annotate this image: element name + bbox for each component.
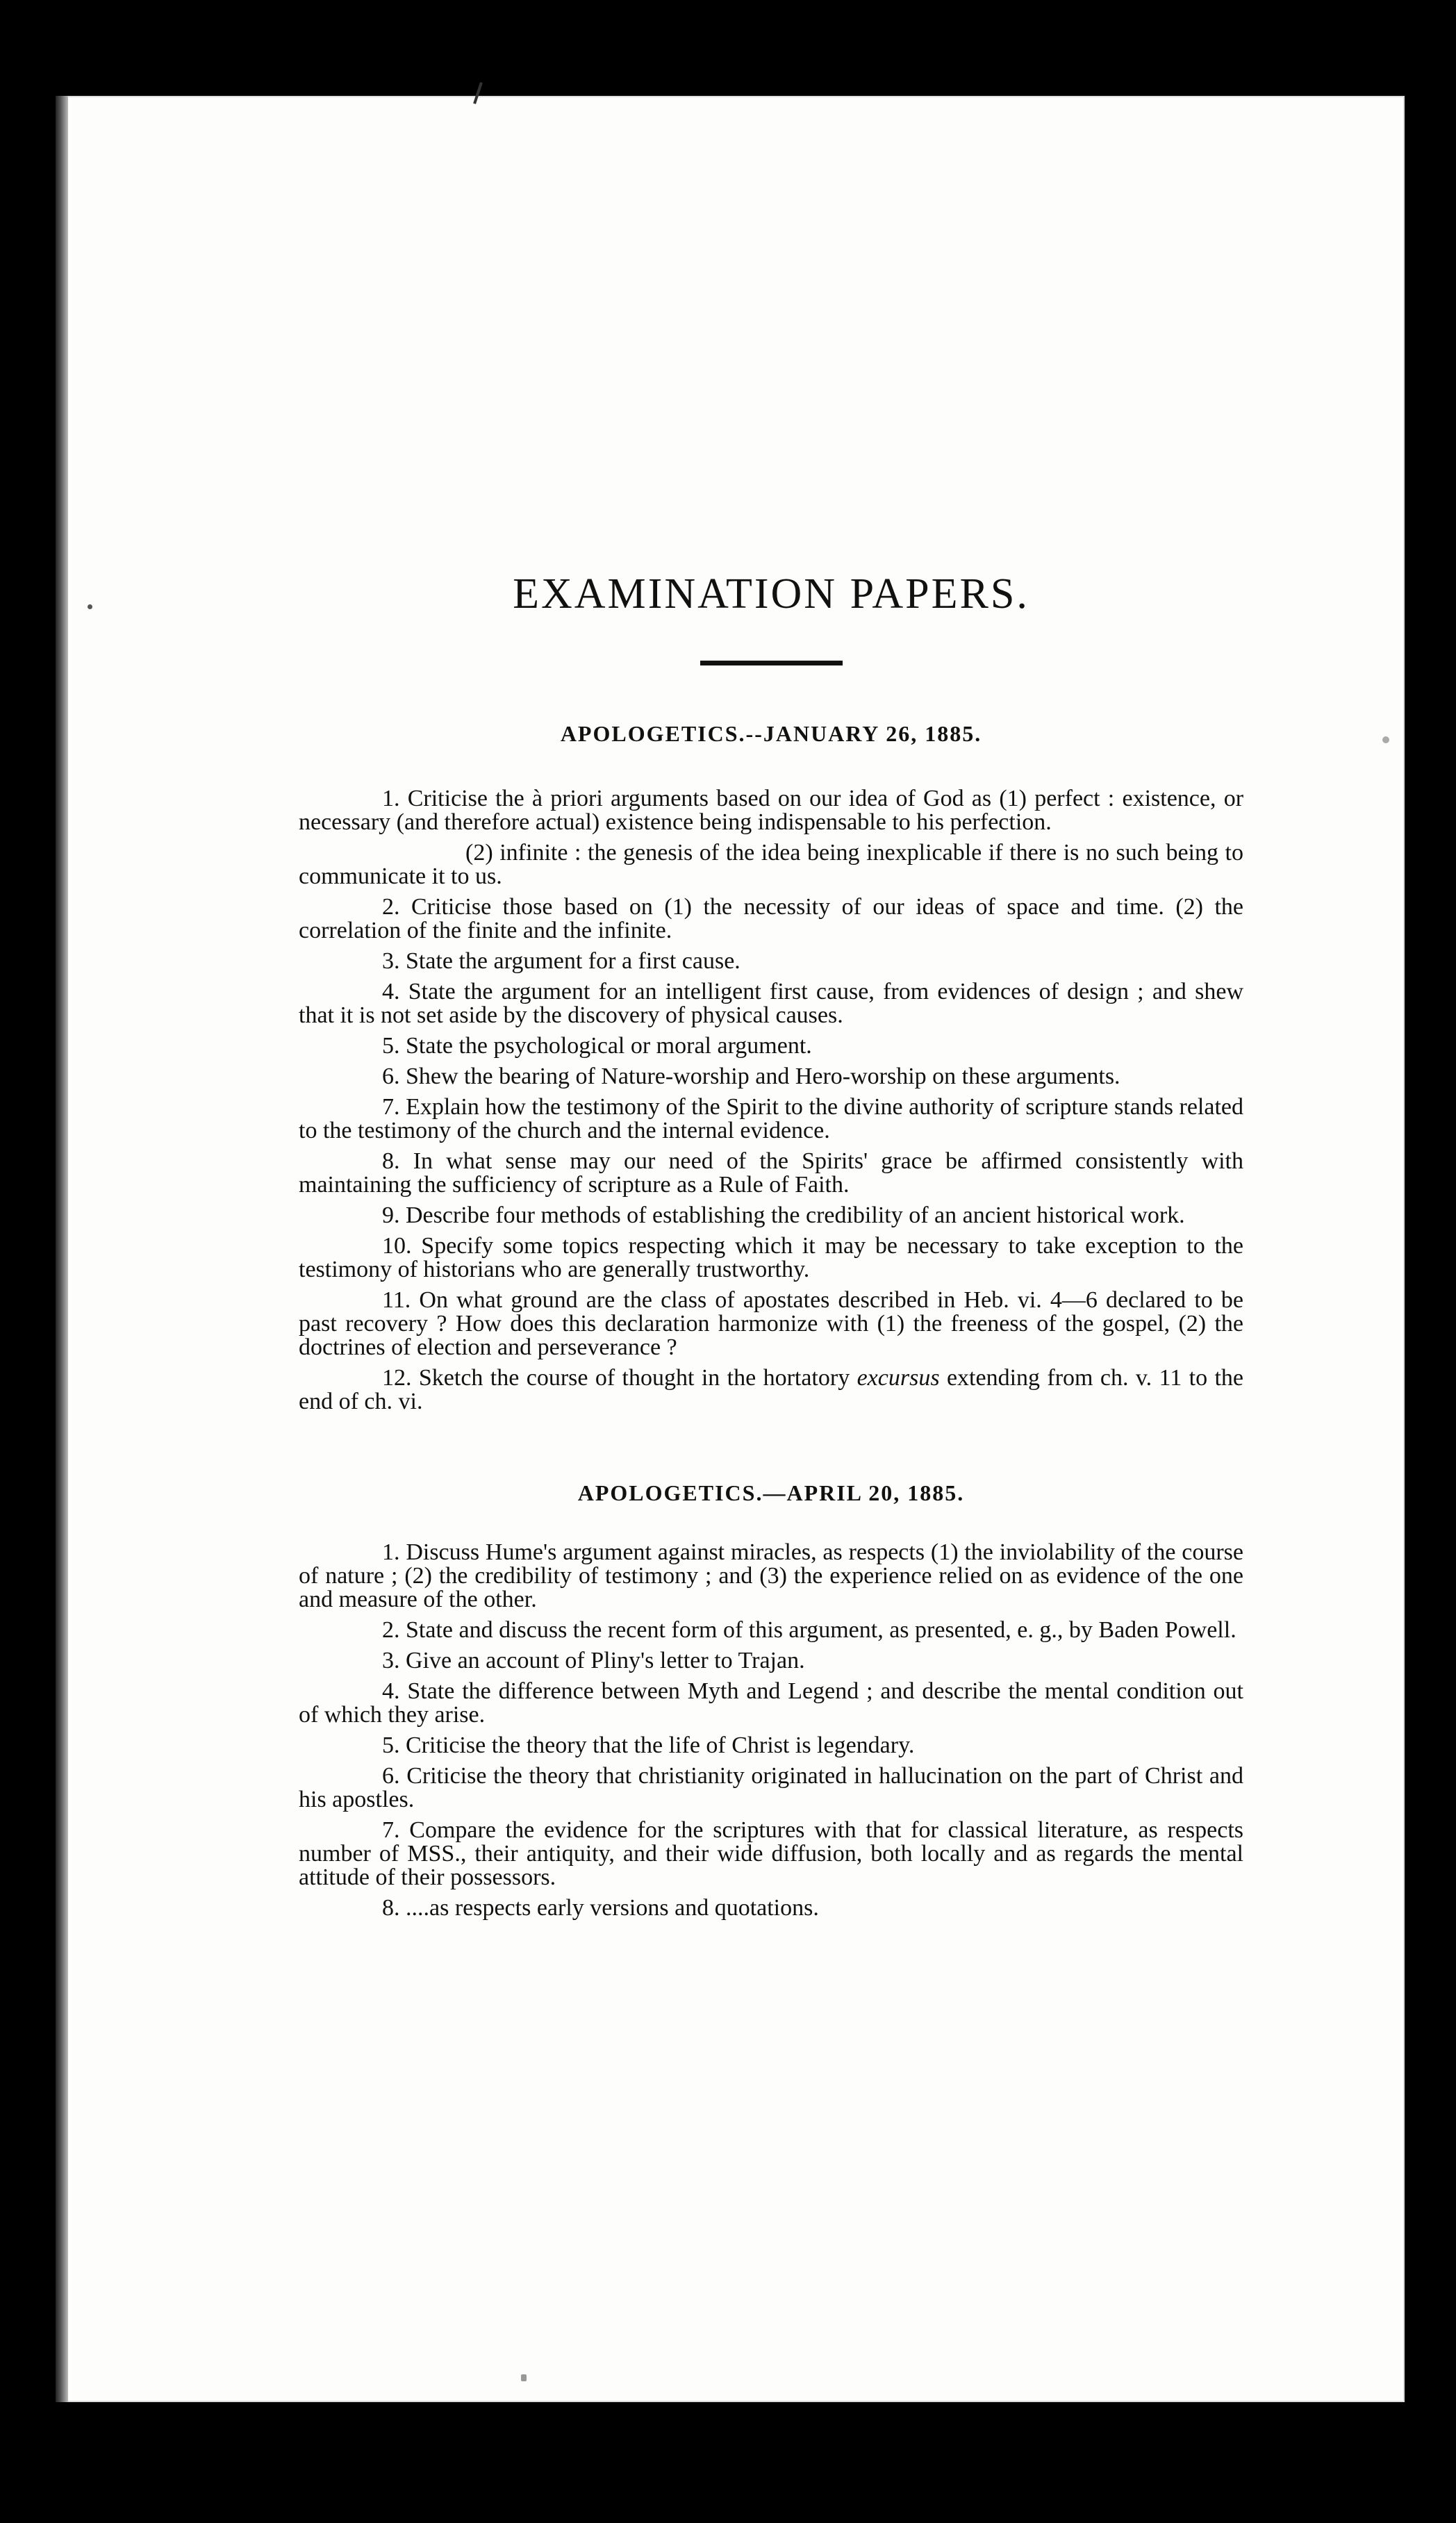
document-content [299, 570, 1243, 1920]
question-item: (2) infinite : the genesis of the idea being inexplicable if there is no such being to communicate it to us. [299, 840, 1243, 889]
question-item: 1. Criticise the à priori arguments based on our idea of God as (1) perfect : existence, or necessary (and therefore actual) existence being indispensable to his perfection. [299, 786, 1244, 835]
page-binding-edge [56, 96, 68, 2402]
question-item: 4. State the difference between Myth and Legend ; and describe the mental condition out of which they arise. [299, 1678, 1244, 1728]
question-item: 6. Shew the bearing of Nature-worship and Hero-worship on these arguments. [382, 1064, 1120, 1089]
page-speck [88, 604, 92, 609]
question-item: 4. State the argument for an intelligent first cause, from evidences of design ; and shew that it is not set aside by the discovery of physical causes. [299, 979, 1243, 1028]
section-heading-april: APOLOGETICS.—APRIL 20, 1885. [577, 1480, 965, 1505]
question-item: 7. Explain how the testimony of the Spirit to the divine authority of scripture stands related to the testimony of the church and the internal evidence. [299, 1094, 1244, 1143]
question-item: 6. Criticise the theory that christianity originated in hallucination on the part of Christ and his apostles. [299, 1763, 1243, 1812]
page-title: EXAMINATION PAPERS. [513, 570, 1029, 618]
page-mark [521, 2374, 527, 2381]
question-list-january [299, 787, 1243, 1414]
question-item: 2. State and discuss the recent form of this argument, as presented, e. g., by Baden Powell. [382, 1617, 1236, 1643]
question-item: 3. State the argument for a first cause. [382, 948, 741, 974]
question-item: 2. Criticise those based on (1) the necessity of our ideas of space and time. (2) the correlation of the finite and the infinite. [299, 894, 1244, 943]
question-item: 5. State the psychological or moral argument. [382, 1033, 812, 1059]
page-speck [1382, 736, 1389, 743]
italic-term: excursus [857, 1365, 940, 1391]
question-item: 1. Discuss Hume's argument against miracles, as respects (1) the inviolability of the course of nature ; (2) the credibility of testimony ; and (3) the experience relied on as evidence of the one and measure of the other. [299, 1539, 1243, 1612]
question-item: 5. Criticise the theory that the life of Christ is legendary. [382, 1732, 915, 1758]
question-item: 8. In what sense may our need of the Spirits' grace be affirmed consistently with maintaining the sufficiency of scripture as a Rule of Faith. [299, 1148, 1243, 1198]
question-list-april [299, 1541, 1243, 1920]
question-item: 8. ....as respects early versions and quotations. [382, 1895, 819, 1921]
question-item: 7. Compare the evidence for the scriptures with that for classical literature, as respects number of MSS., their antiquity, and their wide diffusion, both locally and as regards the mental attitude of their possessors. [299, 1817, 1244, 1890]
question-item: 10. Specify some topics respecting which it may be necessary to take exception to the testimony of historians who are generally trustworthy. [299, 1233, 1244, 1282]
section-heading-january: APOLOGETICS.--JANUARY 26, 1885. [560, 721, 982, 746]
question-item: 12. Sketch the course of thought in the hortatory excursus extending from ch. v. 11 to the end of ch. vi. [299, 1365, 1244, 1414]
question-item: 3. Give an account of Pliny's letter to Trajan. [382, 1648, 805, 1673]
question-item: 11. On what ground are the class of apostates described in Heb. vi. 4—6 declared to be past recovery ? How does this declaration harmonize with (1) the freeness of the gospel, (2) the doctrines of election and perseverance ? [299, 1287, 1243, 1360]
title-rule [700, 661, 843, 665]
question-item: 9. Describe four methods of establishing the credibility of an ancient historical work. [382, 1202, 1185, 1228]
